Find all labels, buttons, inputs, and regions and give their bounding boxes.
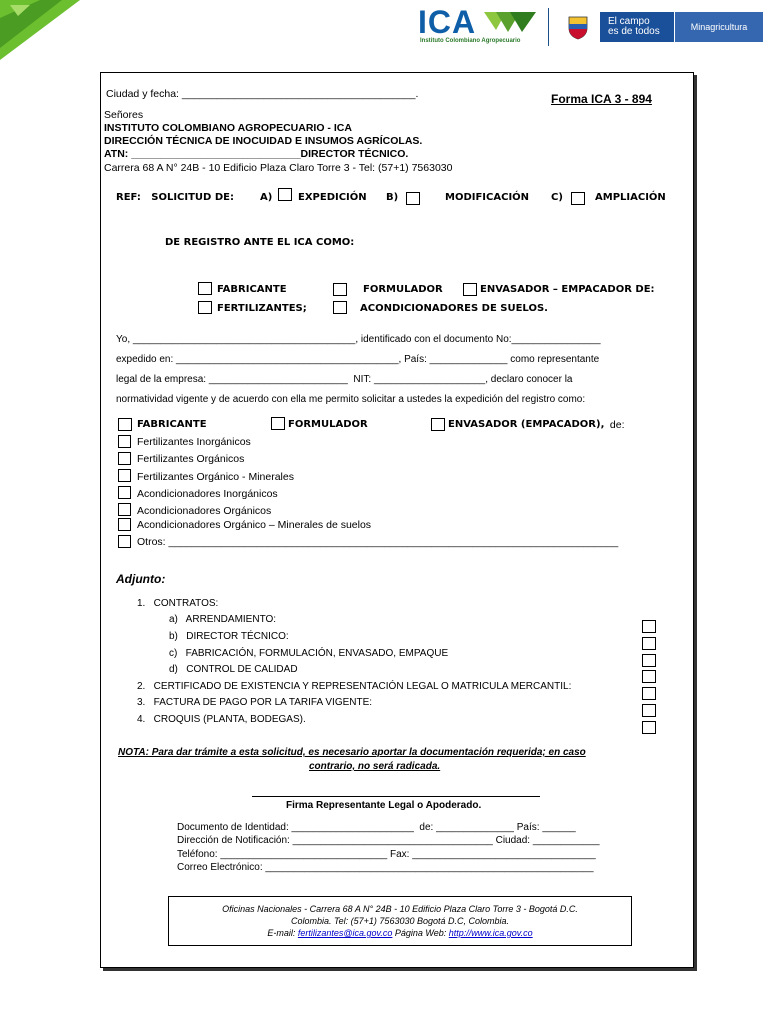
formulador-label: FORMULADOR — [363, 284, 443, 295]
web-label: Página Web: — [392, 928, 449, 938]
attach-checkbox[interactable] — [642, 704, 656, 717]
attach-item: 1. CONTRATOS: — [137, 598, 219, 609]
option-a-letter: A) — [260, 192, 273, 203]
ref-label: REF: SOLICITUD DE: — [116, 192, 234, 203]
campo-line2: es de todos — [608, 26, 660, 37]
list-item: Fertilizantes Inorgánicos — [137, 436, 251, 448]
el-campo-badge — [600, 12, 674, 42]
fabricante2-checkbox[interactable] — [118, 418, 132, 431]
item-checkbox[interactable] — [118, 503, 131, 516]
attach-checkbox[interactable] — [642, 654, 656, 667]
formulador2-label: FORMULADOR — [288, 419, 368, 430]
list-item: Fertilizantes Orgánicos — [137, 453, 245, 465]
footer-line-3 — [169, 927, 631, 939]
adjunto-heading: Adjunto: — [116, 572, 166, 586]
documento-field[interactable]: Documento de Identidad: ______________________ de: ______________ País: ______ — [177, 822, 576, 833]
email-label: E-mail: — [267, 928, 298, 938]
header-separator — [548, 8, 549, 46]
otros-field[interactable]: Otros: _____________________________________________________________________________ — [137, 536, 619, 548]
attach-item: 3. FACTURA DE PAGO POR LA TARIFA VIGENTE: — [137, 697, 373, 708]
acondicionadores-label: ACONDICIONADORES DE SUELOS. — [360, 303, 548, 314]
attach-checkbox[interactable] — [642, 637, 656, 650]
item-checkbox[interactable] — [118, 452, 131, 465]
attach-item: 4. CROQUIS (PLANTA, BODEGAS). — [137, 714, 306, 725]
addr-attn: ATN: _____________________________DIRECTOR TÉCNICO. — [104, 148, 409, 160]
ica-subtitle: Instituto Colombiano Agropecuario — [420, 38, 521, 44]
addr-direction: DIRECCIÓN TÉCNICA DE INOCUIDAD E INSUMOS AGRÍCOLAS. — [104, 135, 423, 147]
web-link[interactable]: http://www.ica.gov.co — [448, 928, 533, 938]
attach-checkbox[interactable] — [642, 620, 656, 633]
email-link[interactable]: fertilizantes@ica.gov.co — [297, 928, 393, 938]
ministry-badge: Minagricultura — [675, 12, 763, 42]
addr-institute: INSTITUTO COLOMBIANO AGROPECUARIO - ICA — [104, 122, 352, 134]
fabricante-checkbox[interactable] — [198, 282, 212, 295]
envasador-checkbox[interactable] — [463, 283, 477, 296]
fertilizantes-checkbox[interactable] — [198, 301, 212, 314]
option-c-letter: C) — [551, 192, 563, 203]
campo-line1: El campo — [608, 16, 650, 27]
modificacion-label: MODIFICACIÓN — [445, 192, 530, 203]
item-checkbox[interactable] — [118, 535, 131, 548]
declaration-line-2[interactable]: expedido en: ________________________________________, País: ______________ como representante — [116, 354, 600, 365]
envasador2-label: ENVASADOR (EMPACADOR), — [448, 419, 605, 430]
ica-logo: ICA — [418, 4, 477, 40]
list-item: Fertilizantes Orgánico - Minerales — [137, 471, 294, 483]
attach-item: a) ARRENDAMIENTO: — [169, 614, 277, 625]
fertilizantes-label: FERTILIZANTES; — [217, 303, 307, 314]
item-checkbox[interactable] — [118, 435, 131, 448]
list-item: Acondicionadores Inorgánicos — [137, 488, 278, 500]
envasador-label: ENVASADOR – EMPACADOR DE: — [480, 284, 655, 295]
nota-line-1: NOTA: Para dar trámite a esta solicitud, es necesario aportar la documentación requerida; en caso — [118, 747, 586, 758]
declaration-line-1[interactable]: Yo, ________________________________________, identificado con el documento No:________________ — [116, 334, 601, 345]
senores: Señores — [104, 109, 144, 121]
signature-line[interactable] — [252, 796, 540, 797]
list-item: Acondicionadores Orgánico – Minerales de suelos — [137, 519, 372, 531]
direccion-field[interactable]: Dirección de Notificación: ____________________________________ Ciudad: ____________ — [177, 835, 600, 846]
fabricante-label: FABRICANTE — [217, 284, 287, 295]
attach-checkbox[interactable] — [642, 721, 656, 734]
green-corner-decoration — [0, 0, 80, 60]
correo-field[interactable]: Correo Electrónico: ___________________________________________________________ — [177, 862, 594, 873]
formulador2-checkbox[interactable] — [271, 417, 285, 430]
declaration-line-4: normatividad vigente y de acuerdo con ella me permito solicitar a ustedes la expedición del registro como: — [116, 394, 586, 405]
declaration-line-3[interactable]: legal de la empresa: _________________________ NIT: ____________________, declaro conocer la — [116, 374, 573, 385]
acondicionadores-checkbox[interactable] — [333, 301, 347, 314]
ampliacion-checkbox[interactable] — [571, 192, 585, 205]
addr-street: Carrera 68 A N° 24B - 10 Edificio Plaza Claro Torre 3 - Tel: (57+1) 7563030 — [104, 162, 453, 174]
attach-item: d) CONTROL DE CALIDAD — [169, 664, 298, 675]
attach-item: c) FABRICACIÓN, FORMULACIÓN, ENVASADO, EMPAQUE — [169, 648, 449, 659]
attach-item: 2. CERTIFICADO DE EXISTENCIA Y REPRESENTACIÓN LEGAL O MATRICULA MERCANTIL: — [137, 681, 572, 692]
form-code: Forma ICA 3 - 894 — [551, 92, 652, 106]
ica-leaf-icon — [484, 10, 536, 34]
modificacion-checkbox[interactable] — [406, 192, 420, 205]
item-checkbox[interactable] — [118, 518, 131, 531]
signature-label: Firma Representante Legal o Apoderado. — [286, 800, 482, 811]
offices-footer — [168, 896, 632, 946]
item-checkbox[interactable] — [118, 486, 131, 499]
telefono-field[interactable]: Teléfono: ______________________________ Fax: _________________________________ — [177, 849, 596, 860]
expedicion-label: EXPEDICIÓN — [298, 192, 367, 203]
registro-heading: DE REGISTRO ANTE EL ICA COMO: — [165, 237, 355, 248]
list-item: Acondicionadores Orgánicos — [137, 505, 272, 517]
footer-line-2: Colombia. Tel: (57+1) 7563030 Bogotá D.C, Colombia. — [290, 916, 510, 926]
item-checkbox[interactable] — [118, 469, 131, 482]
footer-line-1: Oficinas Nacionales - Carrera 68 A N° 24B - 10 Edificio Plaza Claro Torre 3 - Bogotá D.C. — [222, 904, 578, 914]
colombia-shield-icon — [565, 14, 591, 40]
city-date-field[interactable]: Ciudad y fecha: ________________________________________. — [106, 88, 419, 100]
attach-checkbox[interactable] — [642, 687, 656, 700]
formulador-checkbox[interactable] — [333, 283, 347, 296]
fabricante2-label: FABRICANTE — [137, 419, 207, 430]
attach-item: b) DIRECTOR TÉCNICO: — [169, 631, 289, 642]
de-label: de: — [607, 419, 625, 431]
expedicion-checkbox[interactable] — [278, 188, 292, 201]
nota-line-2: contrario, no será radicada. — [309, 761, 441, 772]
ampliacion-label: AMPLIACIÓN — [595, 192, 666, 203]
envasador2-checkbox[interactable] — [431, 418, 445, 431]
option-b-letter: B) — [386, 192, 399, 203]
attach-checkbox[interactable] — [642, 670, 656, 683]
